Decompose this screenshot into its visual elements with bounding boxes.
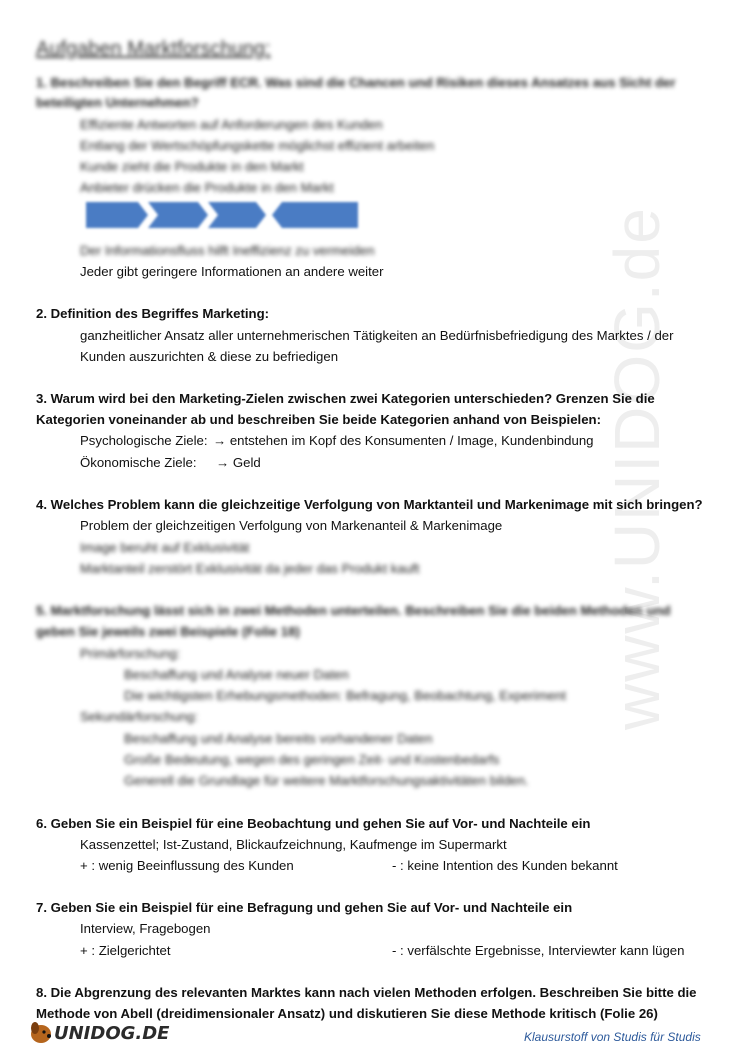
q4-line: Marktanteil zerstört Exklusivität da jeder das Produkt kauft: [80, 561, 420, 576]
q5-primary: Primärforschung:: [80, 646, 181, 661]
q1-heading: 1. Beschreiben Sie den Begriff ECR. Was sind die Chancen und Risiken dieses Ansatzes aus Sicht der: [36, 75, 676, 90]
q7-line: Interview, Fragebogen: [80, 921, 211, 936]
q5-heading-2: geben Sie jeweils zwei Beispiele (Folie 18): [36, 624, 300, 639]
q4-heading: 4. Welches Problem kann die gleichzeitige Verfolgung von Marktanteil und Markenimage mit sich bringen?: [36, 497, 703, 512]
flow-arrow-left: [272, 202, 358, 228]
q1-heading-2: beteiligten Unternehmen?: [36, 95, 199, 110]
page-title: Aufgaben Marktforschung:: [36, 38, 271, 60]
q6-minus: - : keine Intention des Kunden bekannt: [392, 858, 618, 873]
q7-plus: + : Zielgerichtet: [80, 943, 171, 958]
q7-heading: 7. Geben Sie ein Beispiel für eine Befragung und gehen Sie auf Vor- und Nachteile ein: [36, 900, 573, 915]
q4-line: Image beruht auf Exklusivität: [80, 540, 250, 555]
q3-oek-value: → Geld: [216, 455, 261, 470]
q3-psy-label: Psychologische Ziele:: [80, 433, 208, 448]
q8-heading-2: Methode von Abell (dreidimensionaler Ansatz) und diskutieren Sie diese Methode kritisch (Folie 26): [36, 1006, 658, 1021]
q6-plus: + : wenig Beeinflussung des Kunden: [80, 858, 294, 873]
q5-primary-item: Beschaffung und Analyse neuer Daten: [124, 667, 349, 682]
q1-item: Entlang der Wertschöpfungskette möglichst effizient arbeiten: [80, 138, 435, 153]
q5-secondary: Sekundärforschung:: [80, 709, 199, 724]
q7-minus: - : verfälschte Ergebnisse, Interviewter kann lügen: [392, 943, 685, 958]
q1-item: Kunde zieht die Produkte in den Markt: [80, 159, 304, 174]
q1-last: Jeder gibt geringere Informationen an andere weiter: [80, 264, 384, 279]
q6-heading: 6. Geben Sie ein Beispiel für eine Beobachtung und gehen Sie auf Vor- und Nachteile ein: [36, 816, 591, 831]
q5-primary-item: Die wichtigsten Erhebungsmethoden: Befragung, Beobachtung, Experiment: [124, 688, 567, 703]
q3-heading-2: Kategorien voneinander ab und beschreiben Sie beide Kategorien anhand von Beispielen:: [36, 412, 601, 427]
q1-info-flow: Der Informationsfluss hilft Ineffizienz zu vermeiden: [80, 243, 375, 258]
q3-psy-value: → entstehen im Kopf des Konsumenten / Image, Kundenbindung: [213, 433, 594, 448]
q5-secondary-item: Große Bedeutung, wegen des geringen Zeit- und Kostenbedarfs: [124, 752, 500, 767]
q2-heading: 2. Definition des Begriffes Marketing:: [36, 306, 270, 321]
q6-line: Kassenzettel; Ist-Zustand, Blickaufzeichnung, Kaufmenge im Supermarkt: [80, 837, 507, 852]
q2-line: Kunden auszurichten & diese zu befriedigen: [80, 349, 339, 364]
q8-heading: 8. Die Abgrenzung des relevanten Marktes kann nach vielen Methoden erfolgen. Beschreiben Sie bitte die: [36, 985, 697, 1000]
q5-secondary-item: Beschaffung und Analyse bereits vorhandener Daten: [124, 731, 433, 746]
flow-arrow-right: [86, 202, 148, 228]
q3-oek-label: Ökonomische Ziele:: [80, 455, 197, 470]
q2-line: ganzheitlicher Ansatz aller unternehmerischen Tätigkeiten an Bedürfnisbefriedigung des Marktes / der: [80, 328, 674, 343]
q5-secondary-item: Generell die Grundlage für weitere Marktforschungsaktivitäten bilden.: [124, 773, 529, 788]
watermark: www.UNIDOG.de: [601, 206, 673, 730]
q5-heading: 5. Marktforschung lässt sich in zwei Methoden unterteilen. Beschreiben Sie die beiden Methoden und: [36, 603, 671, 618]
ecr-flow-diagram: [86, 200, 360, 230]
logo-text: UNIDOG.DE: [54, 1023, 170, 1044]
q1-item: Effiziente Antworten auf Anforderungen des Kunden: [80, 117, 383, 132]
q1-item: Anbieter drücken die Produkte in den Markt: [80, 180, 334, 195]
q3-heading: 3. Warum wird bei den Marketing-Zielen zwischen zwei Kategorien unterschieden? Grenzen Sie die: [36, 391, 655, 406]
flow-arrow-right: [148, 202, 208, 228]
flow-arrow-right: [208, 202, 266, 228]
q4-line: Problem der gleichzeitigen Verfolgung von Markenanteil & Markenimage: [80, 518, 503, 533]
footer-tagline: Klausurstoff von Studis für Studis: [524, 1030, 701, 1044]
